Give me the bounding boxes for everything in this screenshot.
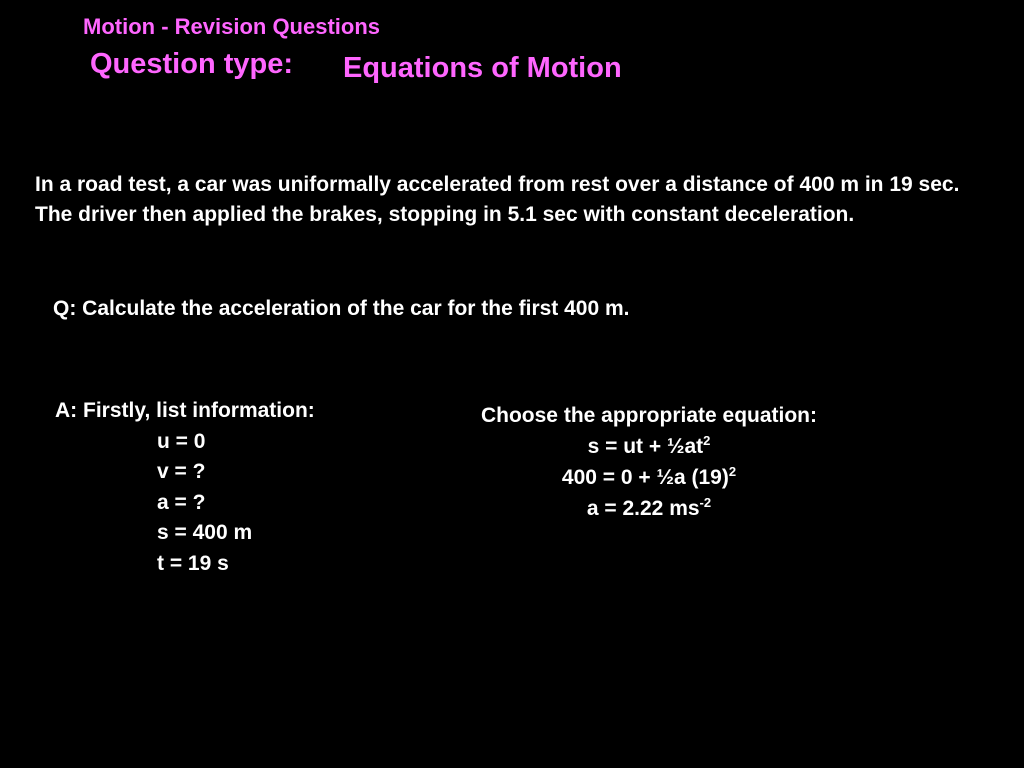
answer-item-v: v = ? [157, 460, 206, 483]
equation-1-main: s = ut + ½at [587, 435, 704, 458]
answer-item-t: t = 19 s [157, 551, 229, 575]
equation-block [444, 400, 854, 524]
slide-title: Motion - Revision Questions [83, 14, 381, 39]
equation-line-2 [444, 462, 854, 493]
equation-3-main: a = 2.22 ms [586, 497, 700, 520]
equation-2-exponent: 2 [728, 464, 737, 479]
answer-item-u: u = 0 [157, 429, 206, 453]
answer-item-s: s = 400 m [157, 521, 253, 544]
equation-intro: Choose the appropriate equation: [480, 404, 818, 427]
answer-intro: A: Firstly, list information: [55, 399, 315, 422]
question-type-label: Question type: [90, 48, 294, 80]
problem-statement [35, 170, 995, 230]
equation-2-main: 400 = 0 + ½a (19) [561, 466, 729, 489]
problem-line-1: In a road test, a car was uniformally accelerated from rest over a distance of 400 m in 19 sec. [35, 173, 960, 196]
question-text: Q: Calculate the acceleration of the car for the first 400 m. [53, 297, 630, 320]
answer-block [55, 396, 315, 579]
equation-3-exponent: -2 [699, 495, 712, 510]
equation-line-3 [444, 493, 854, 524]
question-type-value: Equations of Motion [343, 52, 622, 84]
equation-1-exponent: 2 [703, 433, 711, 448]
equation-line-1 [444, 431, 854, 462]
problem-line-2: The driver then applied the brakes, stopping in 5.1 sec with constant deceleration. [35, 203, 855, 226]
answer-item-a: a = ? [157, 490, 206, 514]
